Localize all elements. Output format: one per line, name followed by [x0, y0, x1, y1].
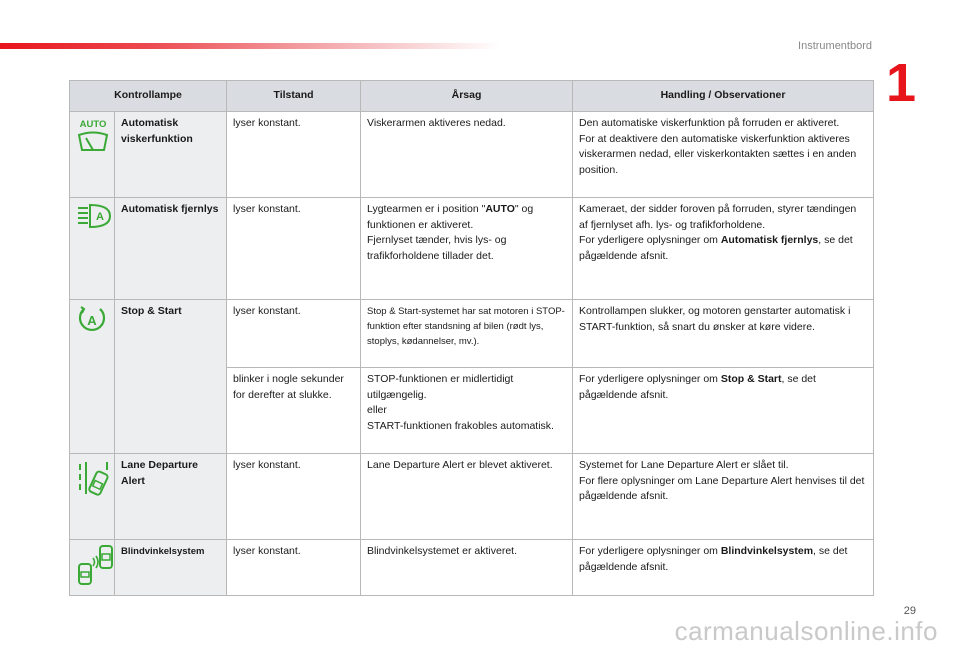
lamp-name: Automatisk viskerfunktion [115, 112, 227, 198]
warning-lamp-table [69, 80, 874, 596]
lamp-action [573, 540, 874, 596]
table-row [70, 300, 874, 368]
stop-start-icon [70, 300, 115, 454]
action-text: , se det pågældende afsnit. [579, 373, 816, 401]
lamp-cause: STOP-funktionen er midlertidigt utilgængelig. eller START-funktionen frakobles automatisk. [361, 368, 573, 454]
action-text: For yderligere oplysninger om [579, 373, 721, 385]
action-text: , se det pågældende afsnit. [579, 234, 853, 262]
lamp-name: Automatisk fjernlys [115, 198, 227, 300]
svg-text:A: A [87, 313, 97, 328]
lamp-state: lyser konstant. [227, 540, 361, 596]
lamp-cause: Stop & Start-systemet har sat motoren i STOP-funktion efter standsning af bilen (rødt lys, stoplys, kødannelser, mv.). [361, 300, 573, 368]
cause-text: " og funktionen er aktiveret. Fjernlyset tænder, hvis lys- og trafikforholdene tillader det. [367, 203, 534, 262]
table-header-row [70, 81, 874, 112]
lamp-name: Stop & Start [115, 300, 227, 454]
action-bold: Blindvinkelsystem [720, 545, 814, 557]
auto-wiper-icon-text: AUTO [79, 119, 107, 130]
lamp-state: lyser konstant. [227, 112, 361, 198]
action-text: , se det pågældende afsnit. [579, 545, 848, 573]
table-row [70, 112, 874, 198]
action-bold: Automatisk fjernlys [720, 234, 819, 246]
lamp-cause: Blindvinkelsystemet er aktiveret. [361, 540, 573, 596]
table-row [70, 540, 874, 596]
lamp-action [573, 112, 874, 198]
column-header-kontrollampe: Kontrollampe [70, 81, 227, 112]
lamp-action-text: Den automatiske viskerfunktion på forruden er aktiveret. For at deaktivere den automatiske viskerfunktion aktiveres viskerarmen nedad, eller viskerkontakten sættes i en anden position. [579, 117, 857, 176]
lane-departure-icon [70, 454, 115, 540]
page-number: 29 [903, 605, 916, 617]
action-text: Kameraet, der sidder foroven på forruden, styrer tændingen af fjernlyset afh. lys- og trafikforholdene. For yderligere oplysninger om [579, 203, 857, 246]
column-header-arsag: Årsag [361, 81, 573, 112]
cause-text: Lygtearmen er i position " [367, 203, 486, 215]
watermark: carmanualsonline.info [674, 616, 938, 646]
lamp-state: lyser konstant. [227, 198, 361, 300]
svg-text:A: A [96, 211, 104, 223]
lamp-action [573, 198, 874, 300]
column-header-tilstand: Tilstand [227, 81, 361, 112]
lamp-action: Kontrollampen slukker, og motoren genstarter automatisk i START-funktion, så snart du ønsker at køre videre. [573, 300, 874, 368]
action-text: For yderligere oplysninger om [579, 545, 721, 557]
table-row [70, 454, 874, 540]
column-header-handling: Handling / Observationer [573, 81, 874, 112]
lamp-state: lyser konstant. [227, 300, 361, 368]
lamp-action [573, 368, 874, 454]
chapter-number: 1 [885, 53, 916, 113]
lamp-cause [361, 198, 573, 300]
lamp-cause: Lane Departure Alert er blevet aktiveret. [361, 454, 573, 540]
auto-wiper-icon [70, 112, 115, 198]
top-accent-bar [0, 43, 500, 49]
lamp-state: lyser konstant. [227, 454, 361, 540]
lamp-state: blinker i nogle sekunder for derefter at slukke. [227, 368, 361, 454]
cause-bold: AUTO [485, 203, 515, 215]
section-title: Instrumentbord [798, 40, 872, 52]
lamp-cause: Viskerarmen aktiveres nedad. [361, 112, 573, 198]
blind-spot-icon [70, 540, 115, 596]
table-row [70, 198, 874, 300]
lamp-name: Blindvinkelsystem [115, 540, 227, 596]
auto-high-beam-icon [70, 198, 115, 300]
lamp-name: Lane Departure Alert [115, 454, 227, 540]
lamp-action: Systemet for Lane Departure Alert er slået til. For flere oplysninger om Lane Departure Alert henvises til det pågældende afsnit. [573, 454, 874, 540]
action-bold: Stop & Start [720, 373, 782, 385]
